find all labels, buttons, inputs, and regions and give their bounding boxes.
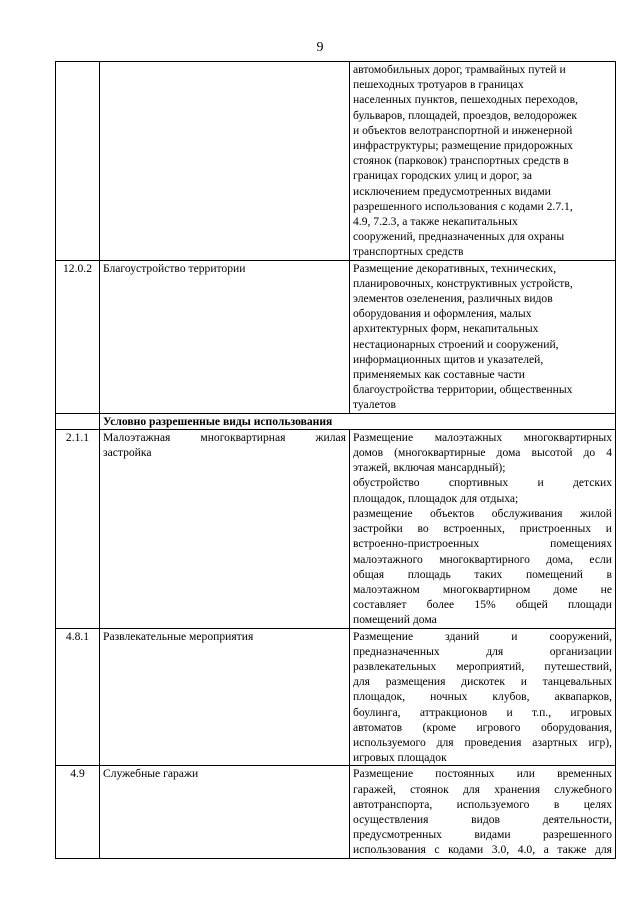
text-line: Размещение декоративных, технических, — [353, 261, 557, 275]
text-line: автоматов (кроме игрового оборудования, — [353, 720, 612, 734]
name-cell — [100, 766, 350, 858]
code-cell — [56, 62, 100, 261]
text-line: нестационарных строений и сооружений, — [353, 337, 559, 351]
text-line: бульваров, площадей, проездов, велодорожек — [353, 108, 578, 122]
empty-cell — [56, 413, 100, 429]
text-line: Размещение малоэтажных многоквартирных — [353, 430, 612, 444]
land-use-table — [55, 61, 616, 859]
description-cell — [350, 62, 616, 261]
description-cell — [350, 766, 616, 858]
text-line: Развлекательные мероприятия — [103, 629, 254, 643]
text-line: автотранспорта, используемого в целях — [353, 797, 612, 811]
table-body — [56, 62, 616, 859]
text-line: границах городских улиц и дорог, за — [353, 169, 532, 183]
text-line: благоустройства территории, общественных — [353, 383, 573, 397]
description-cell — [350, 628, 616, 766]
section-heading-row — [56, 413, 616, 429]
description-cell — [350, 429, 616, 628]
code-cell: 4.9 — [56, 766, 100, 858]
text-line: домов (многоквартирные дома высотой до 4 — [353, 446, 612, 460]
text-line: малоэтажном многоквартирном доме не — [353, 582, 612, 596]
table-row — [56, 628, 616, 766]
text-line: исключением предусмотренных видами — [353, 184, 551, 198]
text-line: гаражей, стоянок для хранения служебного — [353, 782, 612, 796]
text-line: встроенно-пристроенных помещениях — [353, 537, 612, 551]
table-row — [56, 429, 616, 628]
text-line: и объектов велотранспортной и инженерной — [353, 123, 573, 137]
text-line: используемого для проведения азартных игр), — [353, 735, 612, 749]
page-number: 9 — [316, 40, 324, 55]
text-line: составляет более 15% общей площади — [353, 598, 612, 612]
text-line: туалетов — [353, 398, 396, 412]
text-line: архитектурных форм, некапитальных — [353, 322, 539, 336]
text-line: предназначенных для организации — [353, 644, 612, 658]
text-line: осуществления видов деятельности, — [353, 812, 612, 826]
text-line: использования с кодами 3.0, 4.0, а также для — [353, 843, 612, 857]
name-cell — [100, 62, 350, 261]
text-line: Размещение зданий и сооружений, — [353, 629, 612, 643]
description-cell — [350, 260, 616, 413]
table-row — [56, 260, 616, 413]
text-line: Малоэтажная многоквартирная жилая — [103, 430, 346, 444]
text-line: развлекательных мероприятий, путешествий, — [353, 659, 612, 673]
section-heading: Условно разрешенные виды использования — [100, 413, 616, 429]
text-line: площадок, площадок для отдыха; — [353, 491, 519, 505]
text-line: пешеходных тротуаров в границах — [353, 78, 524, 92]
text-line: Служебные гаражи — [103, 767, 199, 781]
text-line: помещений дома — [353, 613, 437, 627]
text-line: застройки во встроенных, пристроенных и — [353, 522, 612, 536]
name-cell — [100, 628, 350, 766]
code-cell: 2.1.1 — [56, 429, 100, 628]
text-line: застройка — [103, 446, 152, 460]
text-line: 4.9, 7.2.3, а также некапитальных — [353, 215, 518, 229]
text-line: разрешенного использования с кодами 2.7.1, — [353, 199, 573, 213]
name-cell — [100, 429, 350, 628]
text-line: общая площадь таких помещений в — [353, 567, 612, 581]
text-line: боулинга, аттракционов и т.п., игровых — [353, 705, 612, 719]
text-line: автомобильных дорог, трамвайных путей и — [353, 63, 566, 76]
text-line: предусмотренных видами разрешенного — [353, 828, 612, 842]
text-line: площадок, ночных клубов, аквапарков, — [353, 690, 612, 704]
text-line: транспортных средств — [353, 245, 464, 259]
text-line: инфраструктуры; размещение придорожных — [353, 139, 573, 153]
text-line: населенных пунктов, пешеходных переходов, — [353, 93, 578, 107]
text-line: стоянок (парковок) транспортных средств в — [353, 154, 569, 168]
text-line: для размещения дискотек и танцевальных — [353, 675, 612, 689]
text-line: Размещение постоянных или временных — [353, 767, 612, 781]
code-cell: 4.8.1 — [56, 628, 100, 766]
text-line: игровых площадок — [353, 751, 447, 765]
text-line: сооружений, предназначенных для охраны — [353, 230, 565, 244]
name-cell: Благоустройство территории — [100, 260, 350, 413]
text-line: малоэтажного многоквартирного дома, если — [353, 552, 612, 566]
table-row — [56, 766, 616, 858]
text-line: размещение объектов обслуживания жилой — [353, 506, 612, 520]
code-cell: 12.0.2 — [56, 260, 100, 413]
table-row — [56, 62, 616, 261]
text-line: элементов озеленения, различных видов — [353, 292, 553, 306]
text-line: информационных щитов и указателей, — [353, 352, 544, 366]
text-line: применяемых как составные части — [353, 368, 525, 382]
text-line: этажей, включая мансардный); — [353, 461, 506, 475]
text-line: оборудования и оформления, малых — [353, 307, 532, 321]
text-line: планировочных, конструктивных устройств, — [353, 276, 573, 290]
text-line: обустройство спортивных и детских — [353, 476, 612, 490]
